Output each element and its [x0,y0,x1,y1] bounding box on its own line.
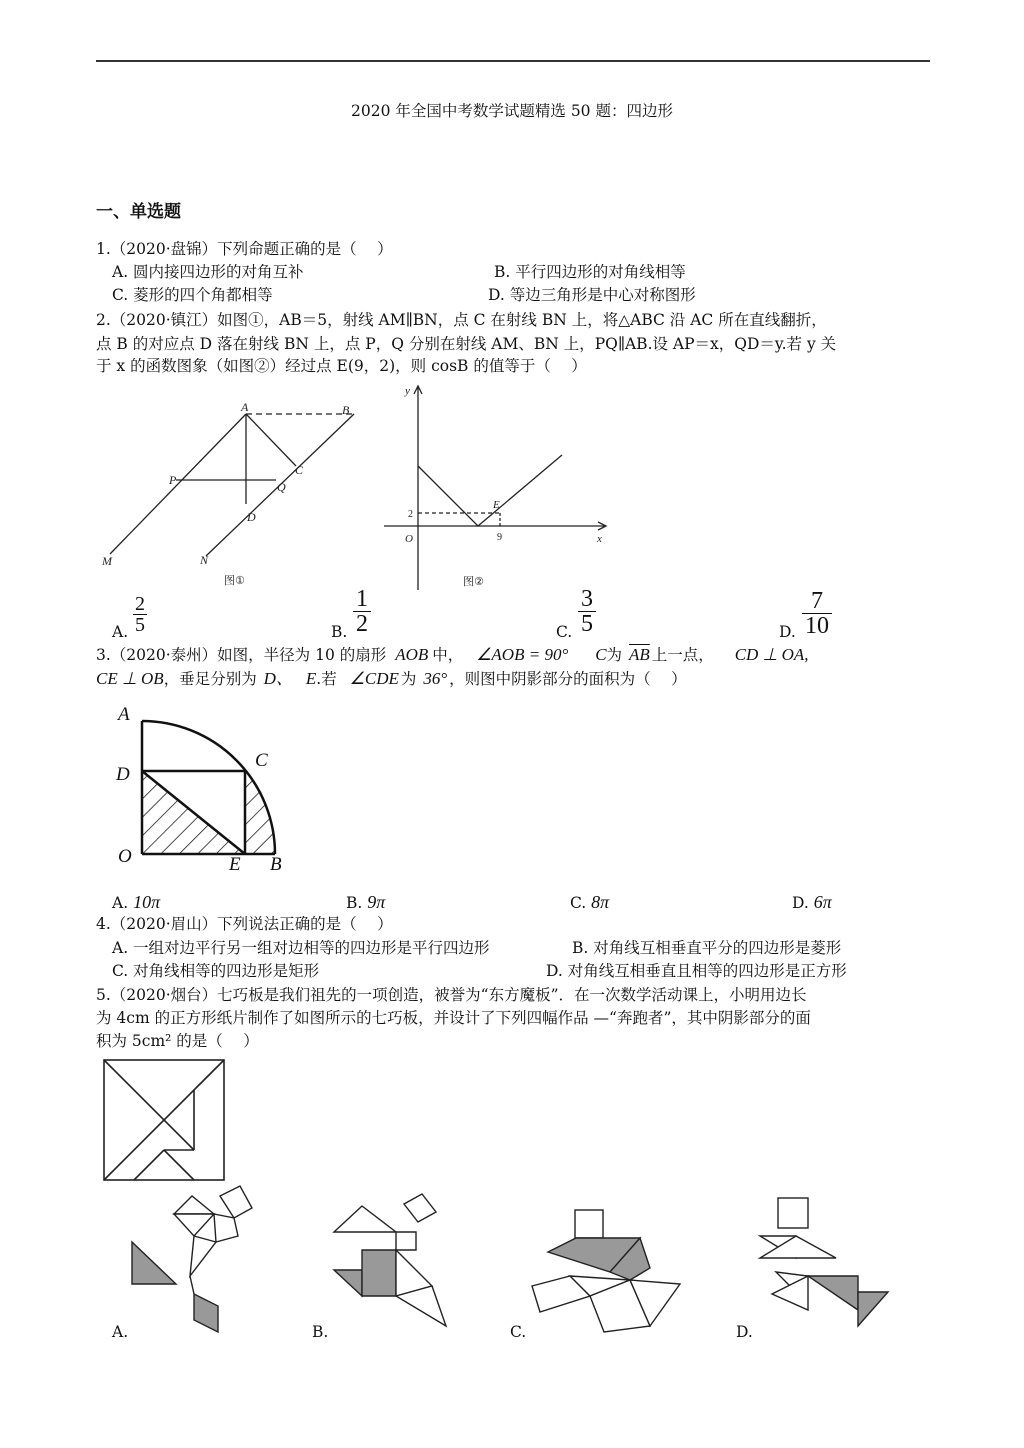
q5-figure-d [754,1194,894,1334]
q3-math-cde: ∠CDE [349,669,399,688]
fig1-label-d: D [247,510,256,524]
q3-label-o: O [118,846,132,867]
q3-option-b-value: 9π [367,892,386,912]
q2-option-a-fraction[interactable] [133,593,147,636]
q1-option-a[interactable]: A. 圆内接四边形的对角互补 [112,263,304,281]
q4-option-d[interactable]: D. 对角线互相垂直且相等的四边形是正方形 [546,962,847,980]
q5-stem-line2: 为 4cm 的正方形纸片制作了如图所示的七巧板，并设计了下列四幅作品 —“奔跑者”，其中阴影部分的面 [96,1009,811,1027]
q1-stem: 1.（2020·盘锦）下列命题正确的是（ ） [96,240,393,258]
fig2-caption: 图② [463,575,484,588]
section-heading: 一、单选题 [96,202,181,222]
q5-figure-c [530,1206,705,1336]
q4-option-a[interactable]: A. 一组对边平行另一组对边相等的四边形是平行四边形 [112,939,490,957]
q2-stem-line1: 2.（2020·镇江）如图①，AB＝5，射线 AM∥BN，点 C 在射线 BN 上，将△ABC 沿 AC 所在直线翻折， [96,311,827,329]
q3-math-aob: AOB [395,645,429,664]
q5-option-d[interactable]: D. [736,1323,753,1341]
fig1-label-p: P [169,473,177,487]
q3-option-d[interactable] [792,892,832,913]
fraction-numerator: 1 [356,586,368,612]
q3-option-d-label: D. [792,894,809,912]
q5-option-a[interactable]: A. [112,1323,129,1341]
q3-option-c[interactable] [570,892,609,913]
q2-stem-line3: 于 x 的函数图象（如图②）经过点 E(9，2)，则 cosB 的值等于（ ） [96,357,587,375]
fraction-denominator: 2 [356,611,368,637]
fig1-label-m: M [102,554,112,568]
q4-stem: 4.（2020·眉山）下列说法正确的是（ ） [96,915,393,933]
q3-option-c-value: 8π [591,892,610,912]
q2-option-c-fraction[interactable] [578,586,596,637]
fig1-caption: 图① [224,574,245,587]
q3-label-c: C [255,750,268,771]
q2-stem-line2: 点 B 的对应点 D 落在射线 BN 上，点 P，Q 分别在射线 AM、BN 上，PQ∥AB.设 AP＝x，QD＝y.若 y 关 [96,335,837,353]
q3-math-cd: CD ⊥ OA, [734,645,809,664]
fraction-denominator: 10 [805,613,829,639]
fraction-numerator: 3 [581,586,593,612]
tangram-square [102,1058,226,1182]
q3-text: 中， [432,646,464,664]
q5-option-c[interactable]: C. [510,1323,527,1341]
q5-stem-line1: 5.（2020·烟台）七巧板是我们祖先的一项创造，被誉为“东方魔板”．在一次数学活动课上，小明用边长 [96,986,807,1004]
q4-option-b[interactable]: B. 对角线互相垂直平分的四边形是菱形 [572,939,842,957]
q2-option-b-fraction[interactable] [353,586,371,637]
fig2-label-o: O [405,533,413,545]
fig2-label-x: x [597,533,602,545]
q2-option-a-label[interactable]: A. [112,623,129,641]
q3-option-b-label: B. [346,894,363,912]
q1-option-c[interactable]: C. 菱形的四个角都相等 [112,286,273,304]
q3-label-b: B [270,854,282,875]
q5-figure-b [332,1190,452,1330]
q5-stem-line3: 积为 5cm² 的是（ ） [96,1032,259,1050]
q3-option-d-value: 6π [813,892,832,912]
q3-option-b[interactable] [346,892,385,913]
header-rule [96,60,930,62]
fig1-label-q: Q [277,480,286,494]
q3-text: 3.（2020·泰州）如图，半径为 10 的扇形 [96,646,387,664]
q5-option-b[interactable]: B. [312,1323,329,1341]
fig1-label-c: C [295,463,304,477]
q2-option-d-label[interactable]: D. [779,623,796,641]
q2-option-d-fraction[interactable] [802,588,832,639]
q3-text: ，则图中阴影部分的面积为（ ） [449,670,687,688]
q1-option-d[interactable]: D. 等边三角形是中心对称图形 [488,286,696,304]
q3-option-a[interactable] [112,892,160,913]
q2-figure-2 [370,380,620,595]
q3-option-a-label: A. [112,894,129,912]
q3-stem-line2 [96,669,687,689]
fraction-numerator: 7 [811,588,823,614]
page-title: 2020 年全国中考数学试题精选 50 题：四边形 [351,102,673,120]
q3-math-e: E [305,669,317,688]
q2-option-c-label[interactable]: C. [556,623,573,641]
q4-option-c[interactable]: C. 对角线相等的四边形是矩形 [112,962,320,980]
fig1-label-b: B [342,403,350,417]
q2-figure-1 [96,396,366,596]
fig2-label-e: E [493,499,500,511]
q3-math-arc: $\overline{AB}$ [628,645,650,664]
q2-option-b-label[interactable]: B. [331,623,348,641]
q3-text: 为 [400,670,417,688]
q3-option-a-value: 10π [133,892,161,912]
fig2-tick-9: 9 [497,532,502,543]
q3-math-ce: CE ⊥ OB [96,669,164,688]
q3-math-36: 36° [423,669,448,688]
q3-text: 为 [606,646,623,664]
q3-figure [112,700,297,880]
fraction-denominator: 5 [581,611,593,637]
q1-option-b[interactable]: B. 平行四边形的对角线相等 [494,263,686,281]
q3-math-c: C [595,645,607,664]
q5-figure-a [130,1186,260,1336]
q3-stem-line1 [96,645,809,665]
q3-text: 上一点， [651,646,714,664]
q3-label-e: E [229,854,241,875]
fig1-label-a: A [241,400,249,414]
fig1-label-n: N [200,553,209,567]
fraction-denominator: 5 [135,614,145,636]
q3-math-angle: ∠AOB = 90° [476,645,569,664]
fraction-numerator: 2 [135,593,145,615]
fig2-label-y: y [405,385,410,397]
q3-label-d: D [116,764,130,785]
q3-option-c-label: C. [570,894,587,912]
fig2-tick-2: 2 [408,509,413,520]
q3-text: ，垂足分别为 [163,670,257,688]
q3-text: .若 [316,670,337,688]
q3-label-a: A [118,704,130,725]
q3-math-d: D、 [263,669,293,688]
